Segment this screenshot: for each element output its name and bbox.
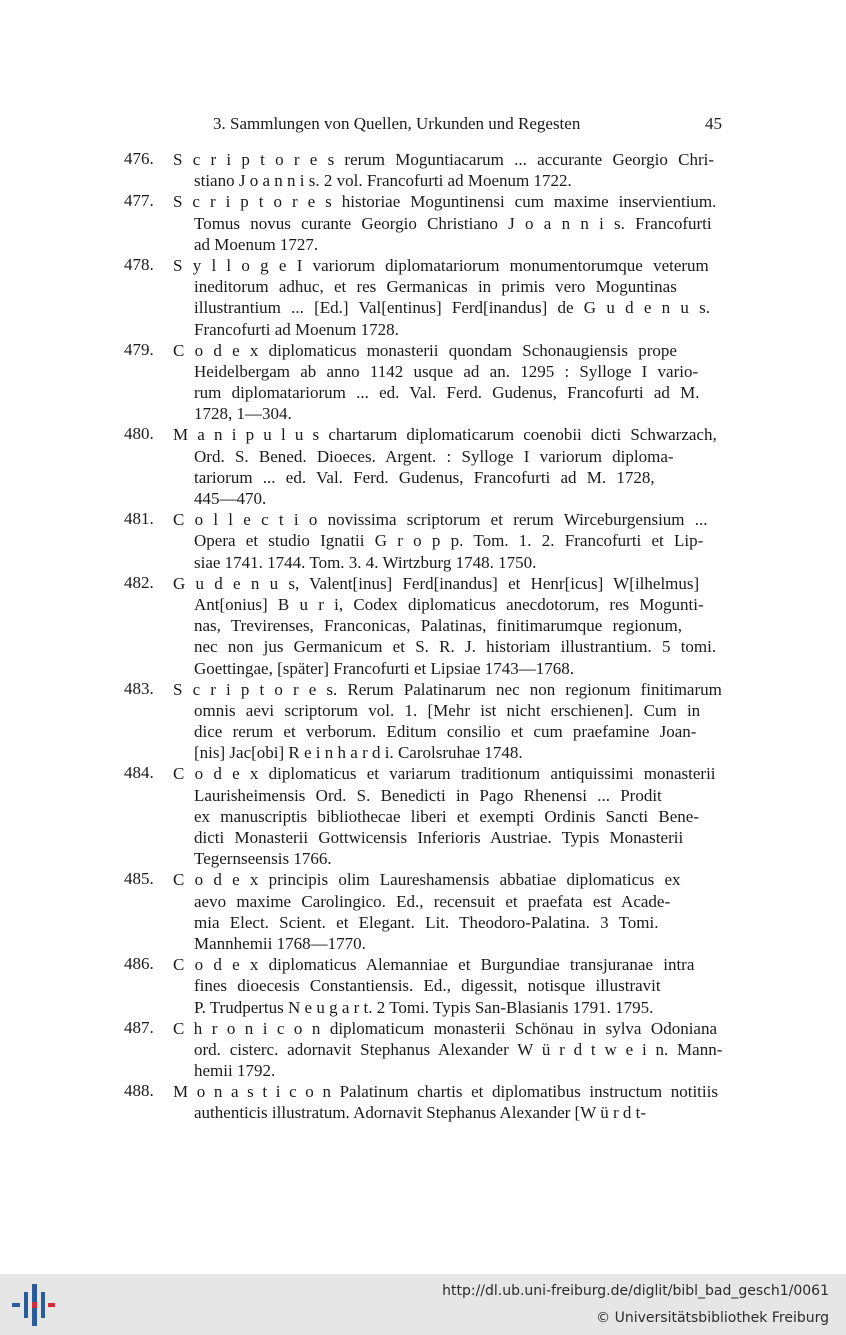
copyright-notice: © Universitätsbibliothek Freiburg: [596, 1310, 829, 1326]
entry-number: 480.: [124, 424, 154, 444]
entry-line: S c r i p t o r e s historiae Moguntinensi cum maxime inservientium.: [173, 192, 717, 212]
entry-line: hemii 1792.: [194, 1061, 276, 1081]
bibliography-entry: [124, 191, 722, 255]
entry-number: 477.: [124, 191, 154, 211]
entry-text: [173, 573, 722, 679]
entry-line: stiano J o a n n i s. 2 vol. Francofurti ad Moenum 1722.: [194, 171, 572, 191]
entry-text: [173, 763, 722, 869]
entry-number: 482.: [124, 572, 154, 592]
entry-line: nas, Trevirenses, Franconicas, Palatinas, finitimarumque regionum,: [194, 616, 682, 636]
running-title: 3. Sammlungen von Quellen, Urkunden und Regesten: [213, 114, 581, 133]
page-url-link[interactable]: http://dl.ub.uni-freiburg.de/diglit/bibl_bad_gesch1/0061: [442, 1283, 829, 1299]
entry-line: siae 1741. 1744. Tom. 3. 4. Wirtzburg 1748. 1750.: [194, 552, 537, 572]
entry-line: omnis aevi scriptorum vol. 1. [Mehr ist nicht erschienen]. Cum in: [194, 700, 701, 720]
entry-line: Opera et studio Ignatii G r o p p. Tom. 1. 2. Francofurti et Lip-: [194, 531, 704, 551]
entry-line: M a n i p u l u s chartarum diplomaticarum coenobii dicti Schwarzach,: [173, 425, 717, 445]
bibliography-entry: [124, 869, 722, 954]
entry-text: [173, 954, 722, 1018]
page-number: 45: [705, 114, 722, 133]
entry-line: [nis] Jac[obi] R e i n h a r d i. Carolsruhae 1748.: [194, 743, 523, 763]
entry-line: ex manuscriptis bibliothecae liberi et exempti Ordinis Sancti Bene-: [194, 806, 699, 826]
entry-line: S y l l o g e I variorum diplomatariorum monumentorumque veterum: [173, 255, 709, 275]
entry-line: rum diplomatariorum ... ed. Val. Ferd. Gudenus, Francofurti ad M.: [194, 383, 700, 403]
entry-line: Mannhemii 1768—1770.: [194, 933, 366, 953]
entry-line: C o d e x diplomaticus Alemanniae et Burgundiae transjuranae intra: [173, 955, 695, 975]
bibliography-entry: [124, 763, 722, 869]
ub-freiburg-logo-icon: [10, 1282, 56, 1328]
entry-line: C o d e x diplomaticus et variarum traditionum antiquissimi monasterii: [173, 764, 716, 784]
entry-text: [173, 424, 722, 509]
entry-number: 483.: [124, 678, 154, 698]
entry-line: G u d e n u s, Valent[inus] Ferd[inandus] et Henr[icus] W[ilhelmus]: [173, 573, 700, 593]
bibliography-list: [124, 149, 722, 1124]
entry-number: 488.: [124, 1081, 154, 1101]
entry-line: fines dioecesis Constantiensis. Ed., digessit, notisque illustravit: [194, 976, 661, 996]
entry-number: 485.: [124, 869, 154, 889]
bibliography-entry: [124, 1081, 722, 1123]
bibliography-entry: [124, 954, 722, 1018]
entry-line: dice rerum et verborum. Editum consilio et cum praefamine Joan-: [194, 722, 697, 742]
entry-line: S c r i p t o r e s. Rerum Palatinarum nec non regionum finitimarum: [173, 679, 722, 699]
entry-line: Tegernseensis 1766.: [194, 849, 332, 869]
entry-number: 487.: [124, 1017, 154, 1037]
entry-line: ord. cisterc. adornavit Stephanus Alexander W ü r d t w e i n. Mann-: [194, 1039, 722, 1059]
entry-line: C o d e x diplomaticus monasterii quondam Schonaugiensis prope: [173, 340, 677, 360]
entry-number: 476.: [124, 149, 154, 168]
entry-line: M o n a s t i c o n Palatinum chartis et diplomatibus instructum notitiis: [173, 1082, 718, 1102]
viewer-footer: [0, 1274, 846, 1335]
bibliography-entry: [124, 424, 722, 509]
entry-line: C o d e x principis olim Laureshamensis abbatiae diplomaticus ex: [173, 870, 681, 890]
entry-line: ineditorum adhuc, et res Germanicas in primis vero Moguntinas: [194, 277, 677, 297]
entry-text: [173, 509, 722, 573]
entry-line: 445—470.: [194, 489, 267, 508]
entry-text: [173, 869, 722, 954]
bibliography-entry: [124, 573, 722, 679]
entry-line: illustrantium ... [Ed.] Val[entinus] Ferd[inandus] de G u d e n u s.: [194, 298, 710, 318]
entry-line: dicti Monasterii Gottwicensis Inferioris Austriae. Typis Monasterii: [194, 828, 684, 847]
entry-text: [173, 679, 722, 764]
bibliography-entry: [124, 255, 722, 340]
entry-line: authenticis illustratum. Adornavit Stephanus Alexander [W ü r d t-: [194, 1103, 646, 1123]
bibliography-entry: [124, 340, 722, 425]
entry-line: Ant[onius] B u r i, Codex diplomaticus anecdotorum, res Mogunti-: [194, 594, 704, 614]
entry-line: mia Elect. Scient. et Elegant. Lit. Theodoro-Palatina. 3 Tomi.: [194, 912, 659, 932]
entry-number: 484.: [124, 763, 154, 783]
entry-line: tariorum ... ed. Val. Ferd. Gudenus, Francofurti ad M. 1728,: [194, 467, 655, 487]
entry-line: aevo maxime Carolingico. Ed., recensuit et praefata est Acade-: [194, 891, 671, 911]
entry-line: ad Moenum 1727.: [194, 234, 319, 254]
bibliography-entry: [124, 1018, 722, 1082]
running-head: [120, 112, 722, 136]
entry-text: [173, 340, 722, 425]
entry-number: 481.: [124, 509, 154, 529]
entry-text: [173, 255, 722, 340]
entry-number: 479.: [124, 339, 154, 359]
bibliography-entry: [124, 149, 722, 191]
entry-line: C o l l e c t i o novissima scriptorum et rerum Wirceburgensium ...: [173, 510, 708, 530]
entry-text: [173, 1018, 722, 1082]
entry-line: S c r i p t o r e s rerum Moguntiacarum ... accurante Georgio Chri-: [173, 150, 714, 169]
entry-line: Francofurti ad Moenum 1728.: [194, 319, 399, 339]
entry-line: Goettingae, [später] Francofurti et Lipsiae 1743—1768.: [194, 658, 575, 678]
entry-line: P. Trudpertus N e u g a r t. 2 Tomi. Typis San-Blasianis 1791. 1795.: [194, 997, 654, 1017]
entry-line: nec non jus Germanicum et S. R. J. historiam illustrantium. 5 tomi.: [194, 637, 717, 657]
bibliography-entry: [124, 679, 722, 764]
bibliography-entry: [124, 509, 722, 573]
entry-text: [173, 149, 722, 191]
entry-text: [173, 1081, 722, 1123]
entry-line: Heidelbergam ab anno 1142 usque ad an. 1295 : Sylloge I vario-: [194, 361, 699, 381]
entry-text: [173, 191, 722, 255]
entry-line: 1728, 1—304.: [194, 404, 292, 424]
entry-line: Laurisheimensis Ord. S. Benedicti in Pago Rhenensi ... Prodit: [194, 785, 662, 805]
entry-number: 486.: [124, 954, 154, 974]
entry-line: Tomus novus curante Georgio Christiano J o a n n i s. Francofurti: [194, 213, 712, 233]
entry-line: Ord. S. Bened. Dioeces. Argent. : Sylloge I variorum diploma-: [194, 446, 674, 466]
entry-number: 478.: [124, 254, 154, 274]
entry-line: C h r o n i c o n diplomaticum monasterii Schönau in sylva Odoniana: [173, 1018, 718, 1038]
